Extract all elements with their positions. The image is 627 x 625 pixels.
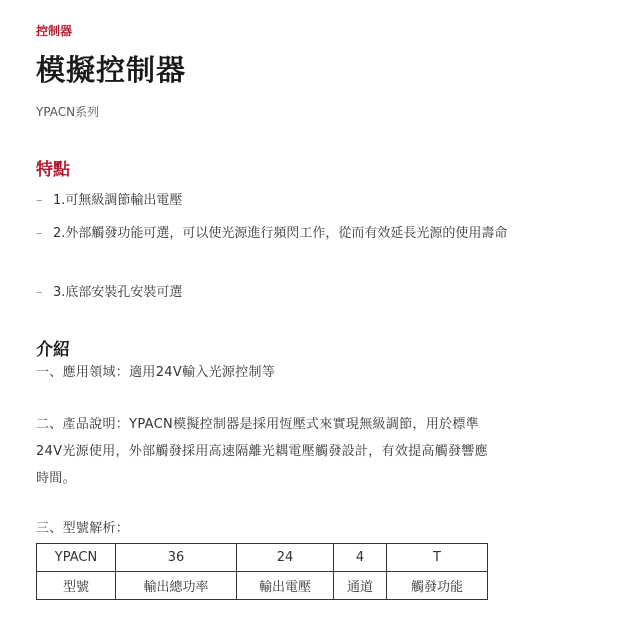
model-heading: 三、型號解析： [36, 521, 130, 536]
features-heading: 特點 [36, 160, 70, 180]
intro-heading: 介紹 [36, 340, 70, 360]
category-breadcrumb[interactable]: 控制器 [36, 24, 73, 38]
feature-item [36, 188, 536, 213]
table-cell: YPACN [37, 544, 116, 572]
table-row [37, 572, 488, 600]
table-cell: 36 [116, 544, 237, 572]
table-cell: 24 [237, 544, 334, 572]
model-table [36, 543, 488, 600]
application-paragraph: 一、應用領域：適用24V輸入光源控制等 [36, 365, 276, 380]
dash-bullet-icon: – [36, 285, 43, 300]
feature-item [36, 280, 536, 305]
table-cell: 4 [334, 544, 387, 572]
table-cell: 輸出電壓 [237, 572, 334, 600]
series-subtitle: YPACN系列 [36, 105, 100, 119]
table-cell: 觸發功能 [387, 572, 488, 600]
feature-item [36, 221, 516, 246]
dash-bullet-icon: – [36, 226, 43, 241]
description-line: 時間。 [36, 471, 76, 486]
table-row [37, 544, 488, 572]
description-line: 24V光源使用，外部觸發採用高速隔離光耦電壓觸發設計，有效提高觸發響應 [36, 444, 488, 459]
page-title: 模擬控制器 [36, 53, 187, 87]
table-cell: T [387, 544, 488, 572]
feature-text: 3.底部安裝孔安裝可選 [53, 285, 183, 300]
table-cell: 型號 [37, 572, 116, 600]
description-line: 二、產品說明：YPACN模擬控制器是採用恆壓式來實現無級調節，用於標準 [36, 417, 479, 432]
feature-text: 1.可無級調節輸出電壓 [53, 193, 183, 208]
dash-bullet-icon: – [36, 193, 43, 208]
table-cell: 通道 [334, 572, 387, 600]
table-cell: 輸出總功率 [116, 572, 237, 600]
feature-text: 2.外部觸發功能可選，可以使光源進行頻閃工作，從而有效延長光源的使用壽命 [53, 226, 508, 241]
